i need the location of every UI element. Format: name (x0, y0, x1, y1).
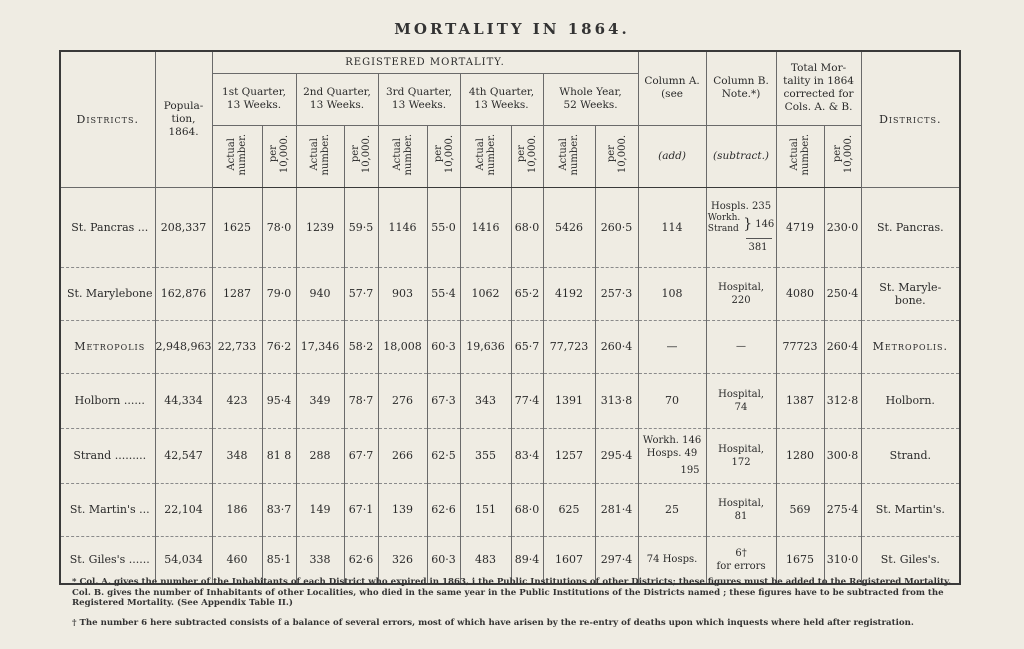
cell-q4a: 1416 (460, 187, 511, 267)
cell-total-per: 310·0 (824, 536, 861, 584)
cell-total-per: 275·4 (824, 483, 861, 536)
district-name-right: St. Giles's. (861, 536, 960, 584)
districts-header-right: Districts. (861, 51, 960, 187)
total-mortality-header: Total Mor- tality in 1864 corrected for Cols. A. & B. (776, 51, 861, 125)
q2-header: 2nd Quarter, 13 Weeks. (296, 73, 378, 125)
cell-q3p: 60·3 (427, 320, 460, 373)
district-name-right: St. Maryle- bone. (861, 267, 960, 320)
cell-col-b: Hospital, 81 (706, 483, 776, 536)
cell-pop: 208,337 (155, 187, 212, 267)
cell-yp: 260·5 (595, 187, 638, 267)
cell-pop: 22,104 (155, 483, 212, 536)
cell-q4p: 65·2 (511, 267, 543, 320)
cell-q3a: 266 (378, 428, 427, 483)
cell-q2p: 67·7 (344, 428, 378, 483)
cell-pop: 54,034 (155, 536, 212, 584)
q4-header: 4th Quarter, 13 Weeks. (460, 73, 543, 125)
cell-q1p: 81 8 (262, 428, 296, 483)
q1-header: 1st Quarter, 13 Weeks. (212, 73, 296, 125)
cell-q4a: 355 (460, 428, 511, 483)
add-header: (add) (638, 125, 706, 187)
footnote-star: * Col. A. gives the number of the Inhabitants of each District who expired in 1863, i the Public Institutions of other Districts; these figures must be added to the Registered Mortality. Col. B. gives the number of Inhabitants of other Localities, who died in the same year in the Public Institutions of the Districts named ; these figures have to be subtracted from the Registered Mortality. (See Appendix Table II.) (72, 577, 952, 608)
cell-q1p: 79·0 (262, 267, 296, 320)
q2-per-header: per 10,000. (344, 125, 378, 187)
page-title: MORTALITY IN 1864. (394, 20, 630, 38)
cell-q2a: 338 (296, 536, 344, 584)
year-per-header: per 10,000. (595, 125, 638, 187)
cell-ya: 1391 (543, 373, 595, 428)
cell-total-per: 312·8 (824, 373, 861, 428)
column-b-header: Column B. Note.*) (706, 51, 776, 125)
year-actual-header: Actual number. (543, 125, 595, 187)
column-a-header: Column A. (see (638, 51, 706, 125)
cell-q1a: 186 (212, 483, 262, 536)
q4-per-header: per 10,000. (511, 125, 543, 187)
cell-ya: 5426 (543, 187, 595, 267)
cell-pop: 162,876 (155, 267, 212, 320)
cell-col-b: Hospls. 235 Workh. Strand } 146 381 (706, 187, 776, 267)
district-name-right: Holborn. (861, 373, 960, 428)
cell-q2a: 288 (296, 428, 344, 483)
q4-actual-header: Actual number. (460, 125, 511, 187)
cell-total-per: 260·4 (824, 320, 861, 373)
cell-ya: 77,723 (543, 320, 595, 373)
cell-col-a: 70 (638, 373, 706, 428)
cell-q1a: 1625 (212, 187, 262, 267)
district-name-right: Metropolis. (861, 320, 960, 373)
table-row (60, 373, 960, 428)
cell-q1a: 460 (212, 536, 262, 584)
cell-yp: 281·4 (595, 483, 638, 536)
cell-q1p: 85·1 (262, 536, 296, 584)
cell-pop: 44,334 (155, 373, 212, 428)
cell-yp: 257·3 (595, 267, 638, 320)
cell-total-actual: 4719 (776, 187, 824, 267)
cell-q3p: 62·6 (427, 483, 460, 536)
q1-per-header: per 10,000. (262, 125, 296, 187)
cell-q2a: 149 (296, 483, 344, 536)
footnote-dagger: † The number 6 here subtracted consists of a balance of several errors, most of which have arisen by the re-entry of deaths upon which inquests where held after registration. (72, 618, 914, 628)
district-name: Holborn ...... (60, 373, 155, 428)
cell-col-b: Hospital, 74 (706, 373, 776, 428)
cell-q4a: 151 (460, 483, 511, 536)
cell-total-per: 250·4 (824, 267, 861, 320)
cell-total-actual: 1387 (776, 373, 824, 428)
cell-q1a: 1287 (212, 267, 262, 320)
total-actual-header: Actual number. (776, 125, 824, 187)
population-header: Popula- tion, 1864. (155, 51, 212, 187)
cell-total-per: 300·8 (824, 428, 861, 483)
cell-q2p: 57·7 (344, 267, 378, 320)
cell-q2a: 1239 (296, 187, 344, 267)
cell-pop: 2,948,963 (155, 320, 212, 373)
cell-col-a: 108 (638, 267, 706, 320)
q1-actual-header: Actual number. (212, 125, 262, 187)
cell-col-b: — (706, 320, 776, 373)
districts-header-left: Districts. (60, 51, 155, 187)
cell-q1p: 76·2 (262, 320, 296, 373)
cell-q3p: 55·4 (427, 267, 460, 320)
cell-ya: 4192 (543, 267, 595, 320)
cell-col-a: 114 (638, 187, 706, 267)
year-header: Whole Year, 52 Weeks. (543, 73, 638, 125)
cell-col-b: Hospital, 220 (706, 267, 776, 320)
cell-q4p: 89·4 (511, 536, 543, 584)
district-name-right: St. Martin's. (861, 483, 960, 536)
cell-q1a: 423 (212, 373, 262, 428)
q3-actual-header: Actual number. (378, 125, 427, 187)
q3-per-header: per 10,000. (427, 125, 460, 187)
table-row (60, 267, 960, 320)
cell-ya: 625 (543, 483, 595, 536)
mortality-table (59, 50, 961, 585)
cell-ya: 1257 (543, 428, 595, 483)
table-row (60, 483, 960, 536)
cell-total-actual: 569 (776, 483, 824, 536)
cell-q4p: 83·4 (511, 428, 543, 483)
cell-q4a: 343 (460, 373, 511, 428)
cell-col-a: 25 (638, 483, 706, 536)
cell-q1a: 22,733 (212, 320, 262, 373)
cell-pop: 42,547 (155, 428, 212, 483)
cell-q4p: 65·7 (511, 320, 543, 373)
cell-col-a: — (638, 320, 706, 373)
cell-q3p: 62·5 (427, 428, 460, 483)
district-name-right: Strand. (861, 428, 960, 483)
table-row (60, 187, 960, 267)
cell-q2p: 67·1 (344, 483, 378, 536)
district-name: St. Marylebone (60, 267, 155, 320)
cell-q4p: 77·4 (511, 373, 543, 428)
table-row (60, 428, 960, 483)
cell-total-per: 230·0 (824, 187, 861, 267)
cell-col-b: 6† for errors (706, 536, 776, 584)
cell-col-a: Workh. 146 Hosps. 49 195 (638, 428, 706, 483)
cell-q3p: 55·0 (427, 187, 460, 267)
district-name: Strand ......... (60, 428, 155, 483)
cell-q1p: 78·0 (262, 187, 296, 267)
cell-q4a: 19,636 (460, 320, 511, 373)
cell-col-a: 74 Hosps. (638, 536, 706, 584)
cell-q2a: 349 (296, 373, 344, 428)
total-per-header: per 10,000. (824, 125, 861, 187)
cell-q4a: 1062 (460, 267, 511, 320)
cell-yp: 297·4 (595, 536, 638, 584)
q3-header: 3rd Quarter, 13 Weeks. (378, 73, 460, 125)
district-name: St. Pancras ... (60, 187, 155, 267)
cell-q3a: 903 (378, 267, 427, 320)
cell-total-actual: 1675 (776, 536, 824, 584)
q2-actual-header: Actual number. (296, 125, 344, 187)
cell-yp: 260·4 (595, 320, 638, 373)
cell-q3a: 139 (378, 483, 427, 536)
cell-q3a: 326 (378, 536, 427, 584)
cell-total-actual: 4080 (776, 267, 824, 320)
subtract-header: (subtract.) (706, 125, 776, 187)
cell-q4p: 68·0 (511, 187, 543, 267)
district-name: St. Giles's ...... (60, 536, 155, 584)
cell-q3p: 60·3 (427, 536, 460, 584)
registered-mortality-header: REGISTERED MORTALITY. (212, 51, 638, 73)
cell-total-actual: 1280 (776, 428, 824, 483)
district-name: St. Martin's ... (60, 483, 155, 536)
cell-q3a: 276 (378, 373, 427, 428)
cell-col-b: Hospital, 172 (706, 428, 776, 483)
cell-q2a: 17,346 (296, 320, 344, 373)
cell-q2p: 58·2 (344, 320, 378, 373)
cell-q3a: 1146 (378, 187, 427, 267)
cell-yp: 313·8 (595, 373, 638, 428)
cell-q3a: 18,008 (378, 320, 427, 373)
cell-q4a: 483 (460, 536, 511, 584)
cell-q1p: 83·7 (262, 483, 296, 536)
cell-q2p: 59·5 (344, 187, 378, 267)
cell-q3p: 67·3 (427, 373, 460, 428)
cell-q2p: 62·6 (344, 536, 378, 584)
cell-ya: 1607 (543, 536, 595, 584)
cell-q2p: 78·7 (344, 373, 378, 428)
cell-q4p: 68·0 (511, 483, 543, 536)
cell-q1a: 348 (212, 428, 262, 483)
table-row (60, 320, 960, 373)
district-name: Metropolis (60, 320, 155, 373)
cell-yp: 295·4 (595, 428, 638, 483)
district-name-right: St. Pancras. (861, 187, 960, 267)
cell-total-actual: 77723 (776, 320, 824, 373)
cell-q2a: 940 (296, 267, 344, 320)
cell-q1p: 95·4 (262, 373, 296, 428)
